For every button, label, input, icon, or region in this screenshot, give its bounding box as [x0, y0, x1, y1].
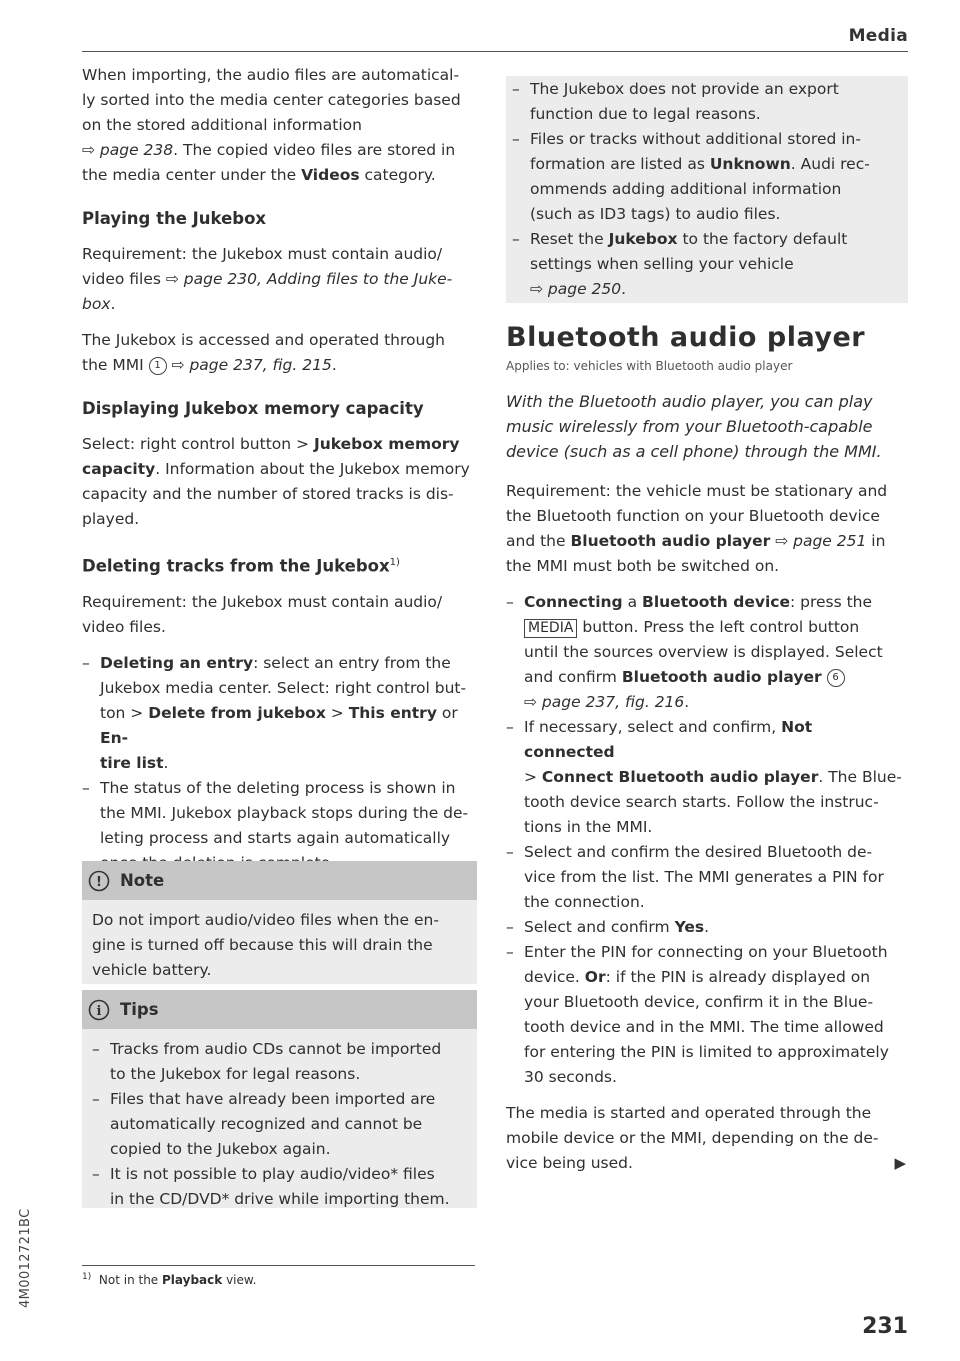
callout-number-icon: 6 — [827, 669, 845, 687]
connecting-steps-list — [506, 590, 908, 1090]
page-reference[interactable]: ⇨ page 237, fig. 215 — [166, 356, 332, 374]
left-column — [82, 63, 482, 876]
list-item: – The status of the deleting process is shown in the MMI. Jukebox playback stops during the de- leting process and starts again automatically — [82, 776, 482, 876]
callout-number-icon: 1 — [149, 357, 167, 375]
requirement-paragraph: Requirement: the Jukebox must contain audio/ video files. — [82, 592, 443, 636]
tips-box — [82, 990, 477, 1208]
list-item: – Files or tracks without additional stored in- formation are listed as Unknown. Audi rec- ommends adding additional information (such as ID3 tags) to audio files. — [512, 127, 902, 227]
continued-tips-box — [506, 76, 908, 303]
memory-paragraph: Select: right control button > Jukebox memory capacity. Information about the Jukebox memory capacity and the number of stored tracks is dis- played. — [82, 435, 470, 528]
list-item: – Files that have already been imported are automatically recognized and cannot be copied to the Jukebox again. — [92, 1087, 467, 1162]
section-title: Media — [848, 26, 908, 46]
continued-arrow-icon: ▶ — [894, 1154, 906, 1172]
svg-text:!: ! — [96, 874, 102, 890]
list-item: – Reset the Jukebox to the factory default settings when selling your vehicle ⇨ page 250. — [512, 227, 902, 302]
list-item: – The Jukebox does not provide an export function due to legal reasons. — [512, 77, 902, 127]
tips-list — [512, 77, 902, 302]
media-key: MEDIA — [524, 619, 577, 638]
list-item: – Tracks from audio CDs cannot be imported to the Jukebox for legal reasons. — [92, 1037, 467, 1087]
page-reference[interactable]: ⇨ page 250 — [530, 280, 622, 298]
list-item: – Connecting a Bluetooth device: press the MEDIA button. Press the left control button until the sources overview is displayed. Select and confirm Bluetooth audio player 6 ⇨ page 237, fig. 216. — [506, 590, 908, 715]
closing-paragraph: The media is started and operated through the mobile device or the MMI, depending on the de- vice being used. ▶ — [506, 1101, 908, 1176]
note-box — [82, 861, 477, 984]
list-item: – It is not possible to play audio/video* files in the CD/DVD* drive while importing them. — [92, 1162, 467, 1212]
footnote: $^{1)}$ Not in the Playback view. — [82, 1272, 257, 1287]
footnote-rule — [82, 1265, 475, 1266]
tips-header: i Tips — [82, 990, 477, 1029]
heading-deleting-tracks: Deleting tracks from the Jukebox$^{1)}$ — [82, 556, 400, 576]
list-item: – Select and confirm the desired Bluetooth de- vice from the list. The MMI generates a PIN for the connection. — [506, 840, 908, 915]
page-number: 231 — [862, 1314, 908, 1339]
list-item: – Select and confirm Yes. — [506, 915, 908, 940]
note-header: ! Note — [82, 861, 477, 900]
svg-text:i: i — [96, 1003, 102, 1019]
applies-to: Applies to: vehicles with Bluetooth audio player — [506, 359, 793, 373]
page-reference[interactable]: ⇨ page 251 — [770, 532, 867, 550]
section-heading: Bluetooth audio player — [506, 322, 866, 353]
lead-paragraph: With the Bluetooth audio player, you can play music wirelessly from your Bluetooth-capable device (such as a cell phone) through the MMI. — [506, 392, 882, 461]
tips-list — [92, 1037, 467, 1212]
page-reference[interactable]: ⇨ page 230, Adding files to the Juke- — [165, 270, 453, 288]
page-reference[interactable]: ⇨ page 237, fig. 216 — [524, 693, 685, 711]
list-item: – If necessary, select and confirm, Not connected > Connect Bluetooth audio player. The Blue- tooth device search starts. Follow the instruc- tions in the MMI. — [506, 715, 908, 840]
list-item: – Enter the PIN for connecting on your Bluetooth device. Or: if the PIN is already displayed on your Bluetooth device, confirm it in the Blue- tooth device and in the MMI. The time allowed for entering the PIN is limited to approximately 30 seconds. — [506, 940, 908, 1090]
access-paragraph: The Jukebox is accessed and operated through the MMI 1 ⇨ page 237, fig. 215. — [82, 331, 445, 374]
right-column — [506, 76, 908, 1176]
heading-playing-jukebox: Playing the Jukebox — [82, 209, 267, 228]
info-icon — [88, 999, 110, 1021]
requirement-paragraph: Requirement: the Jukebox must contain audio/ video files ⇨ page 230, Adding files to the Juke- box. — [82, 245, 453, 313]
intro-paragraph: When importing, the audio files are automatical- ly sorted into the media center categories based on the stored additional information ⇨ page 238. The copied video files are stored in the media center under the Videos category. — [82, 66, 461, 184]
deleting-steps-list — [82, 651, 482, 876]
tips-body — [82, 1029, 477, 1208]
list-item: – Deleting an entry: select an entry from the Jukebox media center. Select: right control but- ton > Delete from jukebox > This entry or En- tire list. — [82, 651, 482, 776]
heading-memory-capacity: Displaying Jukebox memory capacity — [82, 399, 424, 418]
document-code: 4M0012721BC — [18, 1208, 33, 1308]
requirement-paragraph: Requirement: the vehicle must be stationary and the Bluetooth function on your Bluetooth device and the Bluetooth audio player ⇨ page 251 in the MMI must both be switched on. — [506, 482, 888, 575]
warning-icon — [88, 870, 110, 892]
header-rule — [82, 51, 908, 52]
page-reference[interactable]: ⇨ page 238 — [82, 141, 174, 159]
note-body: Do not import audio/video files when the en- gine is turned off because this will drain the vehicle battery. — [82, 900, 477, 984]
